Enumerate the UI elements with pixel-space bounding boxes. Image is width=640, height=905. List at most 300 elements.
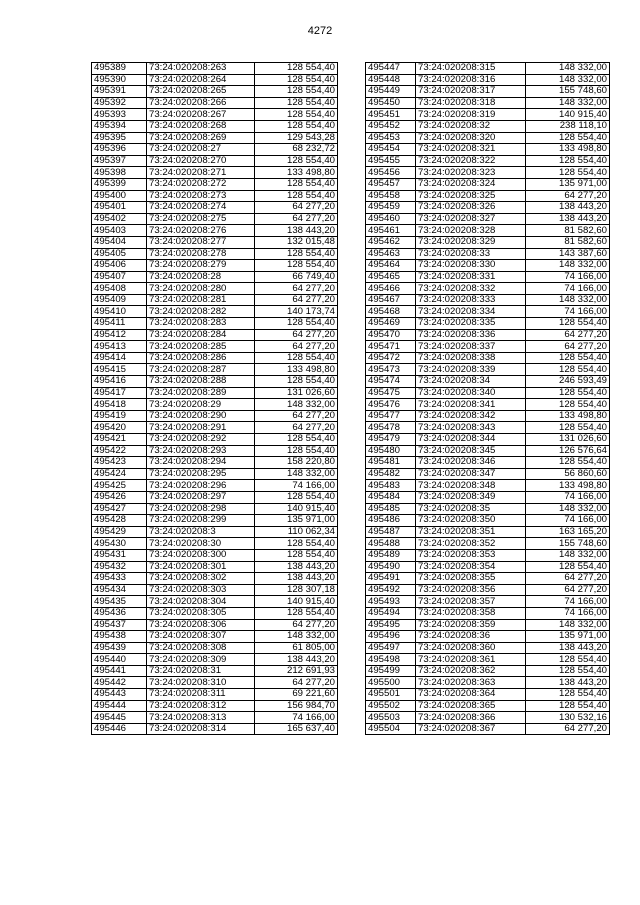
table-row	[366, 665, 610, 677]
row-number-cell: 495422	[92, 445, 147, 457]
table-row	[92, 74, 338, 86]
value-cell: 128 554,40	[255, 352, 338, 364]
cadastral-number-cell: 73:24:020208:32	[416, 120, 526, 132]
table-row	[366, 167, 610, 179]
table-row	[366, 120, 610, 132]
value-cell: 128 554,40	[526, 422, 610, 434]
row-number-cell: 495431	[92, 549, 147, 561]
value-cell: 64 277,20	[255, 341, 338, 353]
cadastral-number-cell: 73:24:020208:273	[147, 190, 255, 202]
cadastral-number-cell: 73:24:020208:308	[147, 642, 255, 654]
table-row	[92, 225, 338, 237]
cadastral-number-cell: 73:24:020208:348	[416, 480, 526, 492]
table-row	[92, 283, 338, 295]
cadastral-number-cell: 73:24:020208:335	[416, 318, 526, 330]
table-row	[92, 190, 338, 202]
row-number-cell: 495471	[366, 341, 416, 353]
row-number-cell: 495501	[366, 689, 416, 701]
cadastral-number-cell: 73:24:020208:326	[416, 202, 526, 214]
value-cell: 130 532,16	[526, 712, 610, 724]
table-row	[366, 86, 610, 98]
table-row	[366, 352, 610, 364]
row-number-cell: 495458	[366, 190, 416, 202]
table-row	[366, 97, 610, 109]
table-row	[92, 573, 338, 585]
cadastral-number-cell: 73:24:020208:284	[147, 329, 255, 341]
value-cell: 74 166,00	[255, 712, 338, 724]
value-cell: 128 554,40	[255, 178, 338, 190]
row-number-cell: 495445	[92, 712, 147, 724]
cadastral-number-cell: 73:24:020208:316	[416, 74, 526, 86]
cadastral-number-cell: 73:24:020208:324	[416, 178, 526, 190]
value-cell: 68 232,72	[255, 144, 338, 156]
cadastral-number-cell: 73:24:020208:333	[416, 294, 526, 306]
cadastral-number-cell: 73:24:020208:279	[147, 260, 255, 272]
value-cell: 64 277,20	[255, 619, 338, 631]
cadastral-number-cell: 73:24:020208:322	[416, 155, 526, 167]
table-row	[366, 515, 610, 527]
cadastral-number-cell: 73:24:020208:329	[416, 236, 526, 248]
value-cell: 212 691,93	[255, 665, 338, 677]
value-cell: 148 332,00	[526, 260, 610, 272]
row-number-cell: 495488	[366, 538, 416, 550]
value-cell: 74 166,00	[526, 515, 610, 527]
cadastral-number-cell: 73:24:020208:334	[416, 306, 526, 318]
row-number-cell: 495453	[366, 132, 416, 144]
table-row	[366, 190, 610, 202]
cadastral-number-cell: 73:24:020208:331	[416, 271, 526, 283]
cadastral-number-cell: 73:24:020208:305	[147, 607, 255, 619]
table-row	[366, 607, 610, 619]
table-row	[92, 306, 338, 318]
value-cell: 128 554,40	[255, 376, 338, 388]
cadastral-number-cell: 73:24:020208:365	[416, 700, 526, 712]
row-number-cell: 495413	[92, 341, 147, 353]
table-row	[92, 480, 338, 492]
value-cell: 128 554,40	[255, 607, 338, 619]
row-number-cell: 495400	[92, 190, 147, 202]
table-row	[92, 294, 338, 306]
value-cell: 128 554,40	[255, 120, 338, 132]
cadastral-number-cell: 73:24:020208:292	[147, 434, 255, 446]
cadastral-number-cell: 73:24:020208:288	[147, 376, 255, 388]
register-table-right	[365, 62, 610, 735]
row-number-cell: 495424	[92, 468, 147, 480]
value-cell: 135 971,00	[526, 178, 610, 190]
table-row	[366, 642, 610, 654]
row-number-cell: 495504	[366, 723, 416, 735]
value-cell: 128 554,40	[526, 167, 610, 179]
cadastral-number-cell: 73:24:020208:312	[147, 700, 255, 712]
cadastral-number-cell: 73:24:020208:330	[416, 260, 526, 272]
cadastral-number-cell: 73:24:020208:297	[147, 491, 255, 503]
table-row	[92, 619, 338, 631]
cadastral-number-cell: 73:24:020208:315	[416, 63, 526, 75]
cadastral-number-cell: 73:24:020208:264	[147, 74, 255, 86]
cadastral-number-cell: 73:24:020208:278	[147, 248, 255, 260]
value-cell: 148 332,00	[255, 468, 338, 480]
row-number-cell: 495406	[92, 260, 147, 272]
value-cell: 128 554,40	[526, 654, 610, 666]
value-cell: 128 554,40	[526, 352, 610, 364]
cadastral-number-cell: 73:24:020208:366	[416, 712, 526, 724]
table-row	[92, 120, 338, 132]
value-cell: 155 748,60	[526, 538, 610, 550]
value-cell: 64 277,20	[255, 213, 338, 225]
cadastral-number-cell: 73:24:020208:295	[147, 468, 255, 480]
row-number-cell: 495411	[92, 318, 147, 330]
table-row	[92, 468, 338, 480]
table-row	[92, 155, 338, 167]
row-number-cell: 495485	[366, 503, 416, 515]
value-cell: 74 166,00	[526, 491, 610, 503]
value-cell: 135 971,00	[255, 515, 338, 527]
value-cell: 128 554,40	[526, 155, 610, 167]
value-cell: 148 332,00	[526, 503, 610, 515]
row-number-cell: 495421	[92, 434, 147, 446]
row-number-cell: 495452	[366, 120, 416, 132]
table-row	[366, 74, 610, 86]
row-number-cell: 495433	[92, 573, 147, 585]
value-cell: 64 277,20	[526, 573, 610, 585]
row-number-cell: 495440	[92, 654, 147, 666]
row-number-cell: 495425	[92, 480, 147, 492]
table-row	[366, 445, 610, 457]
table-row	[366, 723, 610, 735]
row-number-cell: 495438	[92, 631, 147, 643]
cadastral-number-cell: 73:24:020208:351	[416, 526, 526, 538]
row-number-cell: 495402	[92, 213, 147, 225]
table-row	[92, 607, 338, 619]
table-row	[366, 480, 610, 492]
value-cell: 66 749,40	[255, 271, 338, 283]
row-number-cell: 495437	[92, 619, 147, 631]
table-row	[92, 422, 338, 434]
table-row	[92, 665, 338, 677]
value-cell: 143 387,60	[526, 248, 610, 260]
table-row	[92, 723, 338, 735]
cadastral-number-cell: 73:24:020208:290	[147, 410, 255, 422]
table-row	[92, 63, 338, 75]
value-cell: 133 498,80	[526, 144, 610, 156]
row-number-cell: 495415	[92, 364, 147, 376]
row-number-cell: 495405	[92, 248, 147, 260]
cadastral-number-cell: 73:24:020208:338	[416, 352, 526, 364]
row-number-cell: 495389	[92, 63, 147, 75]
value-cell: 64 277,20	[255, 329, 338, 341]
row-number-cell: 495442	[92, 677, 147, 689]
row-number-cell: 495474	[366, 376, 416, 388]
table-row	[92, 526, 338, 538]
table-row	[366, 399, 610, 411]
row-number-cell: 495451	[366, 109, 416, 121]
row-number-cell: 495455	[366, 155, 416, 167]
row-number-cell: 495503	[366, 712, 416, 724]
row-number-cell: 495467	[366, 294, 416, 306]
value-cell: 140 915,40	[526, 109, 610, 121]
table-row	[92, 248, 338, 260]
value-cell: 140 915,40	[255, 503, 338, 515]
table-row	[92, 178, 338, 190]
value-cell: 128 554,40	[255, 74, 338, 86]
table-row	[366, 596, 610, 608]
row-number-cell: 495486	[366, 515, 416, 527]
value-cell: 131 026,60	[255, 387, 338, 399]
table-row	[92, 503, 338, 515]
cadastral-number-cell: 73:24:020208:289	[147, 387, 255, 399]
row-number-cell: 495430	[92, 538, 147, 550]
value-cell: 128 307,18	[255, 584, 338, 596]
table-row	[366, 422, 610, 434]
row-number-cell: 495493	[366, 596, 416, 608]
table-row	[366, 619, 610, 631]
value-cell: 128 554,40	[255, 491, 338, 503]
table-row	[366, 306, 610, 318]
table-row	[366, 434, 610, 446]
table-row	[92, 318, 338, 330]
value-cell: 64 277,20	[526, 329, 610, 341]
row-number-cell: 495447	[366, 63, 416, 75]
value-cell: 61 805,00	[255, 642, 338, 654]
table-row	[366, 526, 610, 538]
table-row	[92, 271, 338, 283]
row-number-cell: 495502	[366, 700, 416, 712]
cadastral-number-cell: 73:24:020208:327	[416, 213, 526, 225]
table-row	[366, 248, 610, 260]
table-row	[92, 260, 338, 272]
table-row	[366, 549, 610, 561]
cadastral-number-cell: 73:24:020208:367	[416, 723, 526, 735]
cadastral-number-cell: 73:24:020208:352	[416, 538, 526, 550]
value-cell: 138 443,20	[526, 202, 610, 214]
value-cell: 148 332,00	[526, 97, 610, 109]
table-row	[92, 399, 338, 411]
table-row	[92, 97, 338, 109]
value-cell: 133 498,80	[255, 167, 338, 179]
table-row	[366, 410, 610, 422]
cadastral-number-cell: 73:24:020208:317	[416, 86, 526, 98]
value-cell: 126 576,64	[526, 445, 610, 457]
table-row	[366, 144, 610, 156]
row-number-cell: 495392	[92, 97, 147, 109]
row-number-cell: 495404	[92, 236, 147, 248]
cadastral-number-cell: 73:24:020208:269	[147, 132, 255, 144]
value-cell: 128 554,40	[255, 97, 338, 109]
row-number-cell: 495443	[92, 689, 147, 701]
value-cell: 138 443,20	[526, 677, 610, 689]
row-number-cell: 495472	[366, 352, 416, 364]
row-number-cell: 495399	[92, 178, 147, 190]
cadastral-number-cell: 73:24:020208:349	[416, 491, 526, 503]
cadastral-number-cell: 73:24:020208:341	[416, 399, 526, 411]
table-row	[366, 236, 610, 248]
row-number-cell: 495456	[366, 167, 416, 179]
cadastral-number-cell: 73:24:020208:286	[147, 352, 255, 364]
cadastral-number-cell: 73:24:020208:293	[147, 445, 255, 457]
value-cell: 138 443,20	[255, 225, 338, 237]
value-cell: 128 554,40	[526, 561, 610, 573]
cadastral-number-cell: 73:24:020208:29	[147, 399, 255, 411]
register-table-left	[91, 62, 338, 735]
value-cell: 74 166,00	[526, 596, 610, 608]
value-cell: 131 026,60	[526, 434, 610, 446]
row-number-cell: 495426	[92, 491, 147, 503]
value-cell: 128 554,40	[526, 689, 610, 701]
cadastral-number-cell: 73:24:020208:356	[416, 584, 526, 596]
row-number-cell: 495446	[92, 723, 147, 735]
row-number-cell: 495470	[366, 329, 416, 341]
cadastral-number-cell: 73:24:020208:340	[416, 387, 526, 399]
value-cell: 128 554,40	[255, 318, 338, 330]
row-number-cell: 495490	[366, 561, 416, 573]
value-cell: 133 498,80	[255, 364, 338, 376]
value-cell: 133 498,80	[526, 480, 610, 492]
table-row	[366, 712, 610, 724]
cadastral-number-cell: 73:24:020208:357	[416, 596, 526, 608]
table-row	[366, 689, 610, 701]
row-number-cell: 495484	[366, 491, 416, 503]
row-number-cell: 495450	[366, 97, 416, 109]
row-number-cell: 495465	[366, 271, 416, 283]
row-number-cell: 495436	[92, 607, 147, 619]
table-row	[366, 271, 610, 283]
value-cell: 64 277,20	[255, 283, 338, 295]
table-row	[92, 236, 338, 248]
table-row	[92, 538, 338, 550]
value-cell: 64 277,20	[526, 584, 610, 596]
cadastral-number-cell: 73:24:020208:274	[147, 202, 255, 214]
cadastral-number-cell: 73:24:020208:300	[147, 549, 255, 561]
cadastral-number-cell: 73:24:020208:299	[147, 515, 255, 527]
cadastral-number-cell: 73:24:020208:355	[416, 573, 526, 585]
row-number-cell: 495410	[92, 306, 147, 318]
cadastral-number-cell: 73:24:020208:344	[416, 434, 526, 446]
row-number-cell: 495434	[92, 584, 147, 596]
row-number-cell: 495457	[366, 178, 416, 190]
table-row	[366, 329, 610, 341]
row-number-cell: 495391	[92, 86, 147, 98]
cadastral-number-cell: 73:24:020208:291	[147, 422, 255, 434]
table-row	[92, 445, 338, 457]
value-cell: 110 062,34	[255, 526, 338, 538]
table-row	[366, 364, 610, 376]
value-cell: 128 554,40	[526, 387, 610, 399]
table-row	[366, 283, 610, 295]
row-number-cell: 495403	[92, 225, 147, 237]
value-cell: 148 332,00	[526, 549, 610, 561]
cadastral-number-cell: 73:24:020208:285	[147, 341, 255, 353]
row-number-cell: 495476	[366, 399, 416, 411]
row-number-cell: 495407	[92, 271, 147, 283]
cadastral-number-cell: 73:24:020208:336	[416, 329, 526, 341]
table-row	[366, 318, 610, 330]
cadastral-number-cell: 73:24:020208:34	[416, 376, 526, 388]
row-number-cell: 495462	[366, 236, 416, 248]
row-number-cell: 495478	[366, 422, 416, 434]
value-cell: 128 554,40	[255, 155, 338, 167]
value-cell: 138 443,20	[255, 654, 338, 666]
value-cell: 69 221,60	[255, 689, 338, 701]
table-row	[92, 515, 338, 527]
table-row	[366, 573, 610, 585]
row-number-cell: 495483	[366, 480, 416, 492]
value-cell: 148 332,00	[526, 74, 610, 86]
table-row	[92, 167, 338, 179]
cadastral-number-cell: 73:24:020208:3	[147, 526, 255, 538]
value-cell: 128 554,40	[526, 700, 610, 712]
row-number-cell: 495477	[366, 410, 416, 422]
table-row	[366, 468, 610, 480]
cadastral-number-cell: 73:24:020208:347	[416, 468, 526, 480]
table-row	[366, 213, 610, 225]
value-cell: 128 554,40	[255, 445, 338, 457]
value-cell: 148 332,00	[526, 619, 610, 631]
table-row	[366, 109, 610, 121]
value-cell: 148 332,00	[526, 63, 610, 75]
value-cell: 128 554,40	[255, 248, 338, 260]
row-number-cell: 495461	[366, 225, 416, 237]
table-row	[92, 376, 338, 388]
value-cell: 128 554,40	[255, 86, 338, 98]
table-row	[366, 63, 610, 75]
table-row	[92, 642, 338, 654]
cadastral-number-cell: 73:24:020208:358	[416, 607, 526, 619]
table-row	[92, 364, 338, 376]
value-cell: 138 443,20	[526, 213, 610, 225]
table-row	[92, 561, 338, 573]
table-row	[92, 410, 338, 422]
cadastral-number-cell: 73:24:020208:337	[416, 341, 526, 353]
value-cell: 128 554,40	[526, 318, 610, 330]
cadastral-number-cell: 73:24:020208:361	[416, 654, 526, 666]
row-number-cell: 495416	[92, 376, 147, 388]
cadastral-number-cell: 73:24:020208:302	[147, 573, 255, 585]
cadastral-number-cell: 73:24:020208:296	[147, 480, 255, 492]
value-cell: 138 443,20	[255, 573, 338, 585]
cadastral-number-cell: 73:24:020208:277	[147, 236, 255, 248]
table-row	[366, 631, 610, 643]
value-cell: 128 554,40	[255, 63, 338, 75]
cadastral-number-cell: 73:24:020208:276	[147, 225, 255, 237]
value-cell: 128 554,40	[255, 549, 338, 561]
cadastral-number-cell: 73:24:020208:275	[147, 213, 255, 225]
cadastral-number-cell: 73:24:020208:265	[147, 86, 255, 98]
cadastral-number-cell: 73:24:020208:346	[416, 457, 526, 469]
table-row	[92, 631, 338, 643]
value-cell: 74 166,00	[526, 271, 610, 283]
row-number-cell: 495398	[92, 167, 147, 179]
row-number-cell: 495420	[92, 422, 147, 434]
table-row	[92, 689, 338, 701]
row-number-cell: 495494	[366, 607, 416, 619]
row-number-cell: 495395	[92, 132, 147, 144]
table-row	[366, 155, 610, 167]
row-number-cell: 495481	[366, 457, 416, 469]
cadastral-number-cell: 73:24:020208:363	[416, 677, 526, 689]
cadastral-number-cell: 73:24:020208:268	[147, 120, 255, 132]
row-number-cell: 495459	[366, 202, 416, 214]
table-row	[92, 654, 338, 666]
cadastral-number-cell: 73:24:020208:319	[416, 109, 526, 121]
value-cell: 129 543,28	[255, 132, 338, 144]
value-cell: 81 582,60	[526, 236, 610, 248]
row-number-cell: 495464	[366, 260, 416, 272]
row-number-cell: 495432	[92, 561, 147, 573]
table-row	[366, 561, 610, 573]
table-row	[92, 213, 338, 225]
cadastral-number-cell: 73:24:020208:298	[147, 503, 255, 515]
page-number: 4272	[307, 25, 333, 37]
